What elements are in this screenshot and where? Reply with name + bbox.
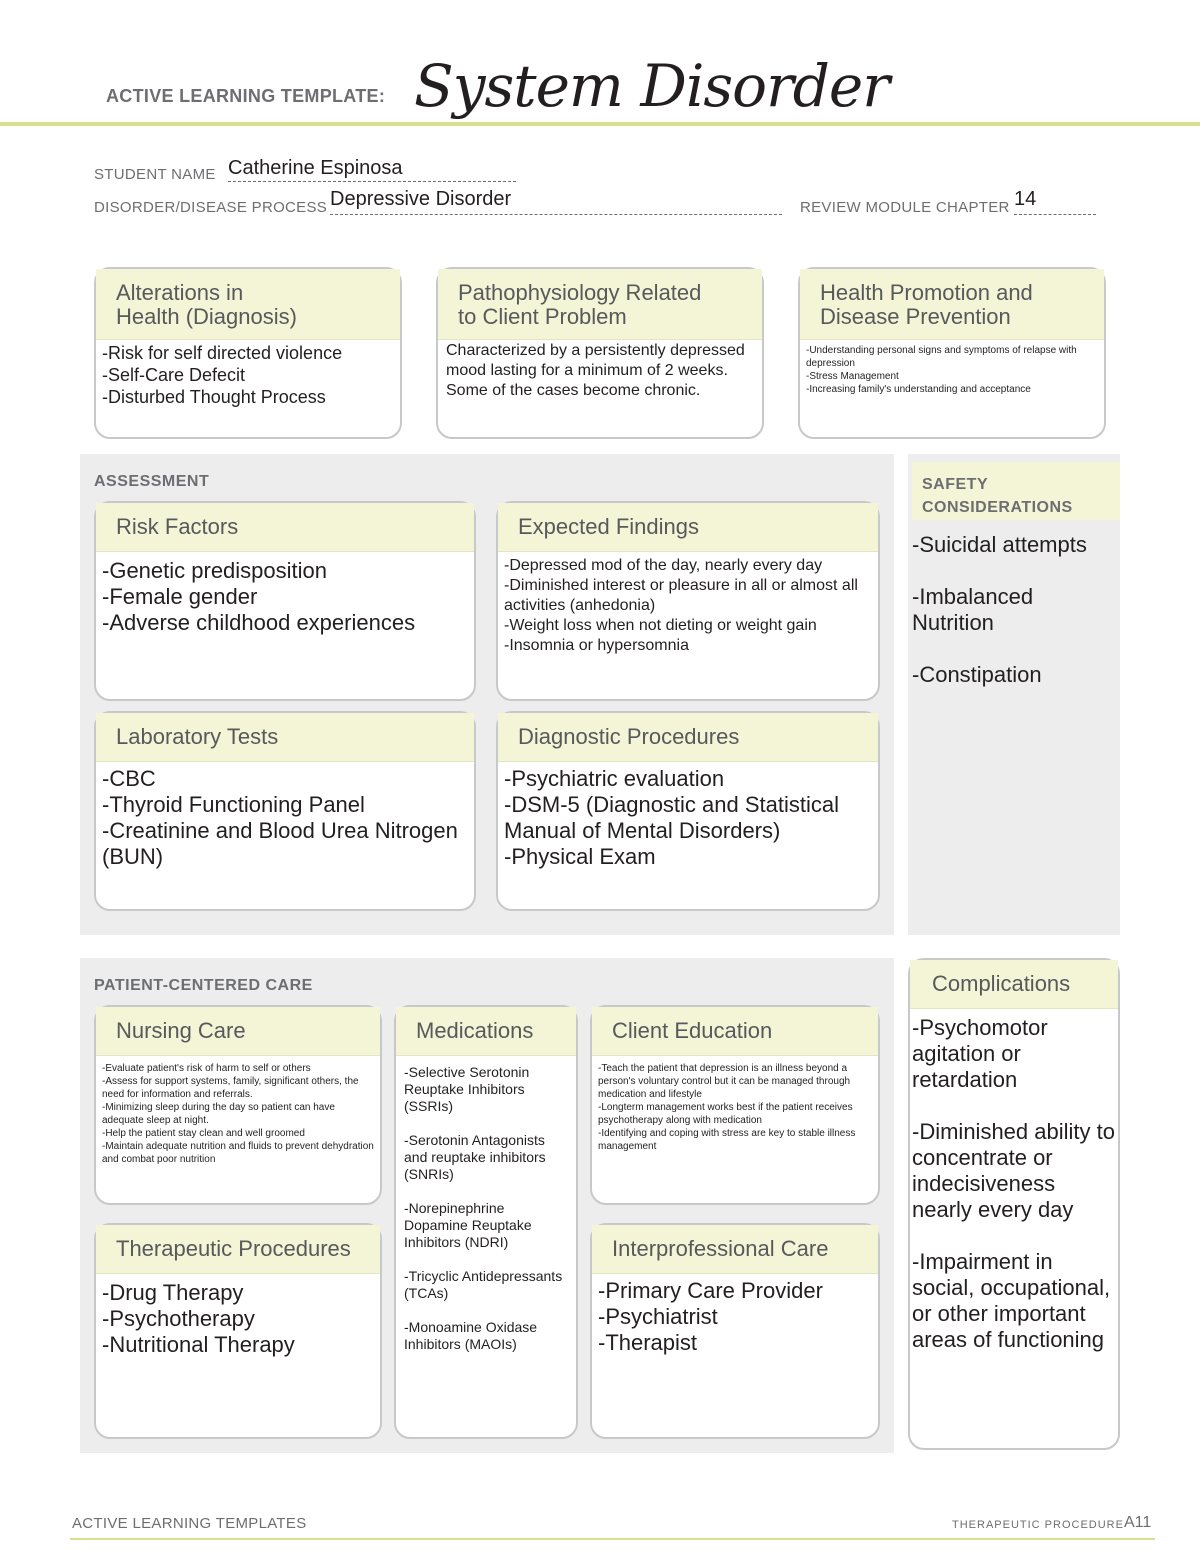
safety-panel [908, 454, 1120, 935]
list-item: -Impairment in social, occupational, or other important areas of functioning [912, 1249, 1117, 1352]
therapeutic-procedures-list [96, 1274, 380, 1362]
list-item: -Increasing family's understanding and acceptance [806, 384, 1031, 395]
interprofessional-care-list [592, 1274, 878, 1360]
list-item: -Help the patient stay clean and well groomed [102, 1128, 305, 1139]
list-item: -Serotonin Antagonists and reuptake inhibitors (SNRIs) [404, 1132, 550, 1182]
laboratory-tests-title: Laboratory Tests [96, 713, 474, 762]
template-label: ACTIVE LEARNING TEMPLATE: [106, 86, 386, 106]
list-item: -Thyroid Functioning Panel [102, 792, 365, 817]
list-item: -Psychiatric evaluation [504, 766, 725, 791]
list-item: -Psychiatrist [598, 1304, 718, 1329]
list-item: -Drug Therapy [102, 1280, 244, 1305]
list-item: -CBC [102, 766, 156, 791]
list-item: -Weight loss when not dieting or weight gain [504, 617, 817, 634]
disorder-field[interactable]: Depressive Disorder [330, 188, 782, 215]
list-item: -Maintain adequate nutrition and fluids to prevent dehydration and combat poor nutrition [102, 1141, 377, 1165]
health-promotion-list [800, 340, 1104, 400]
footer-section: THERAPEUTIC PROCEDURE [952, 1519, 1124, 1531]
list-item: -Constipation [912, 662, 1042, 687]
student-name-label: STUDENT NAME [94, 166, 216, 183]
assessment-section-title: ASSESSMENT [94, 473, 210, 490]
list-item: -Teach the patient that depression is an illness beyond a person's voluntary control but it can be managed through medication and lifestyle [598, 1063, 853, 1100]
list-item: -Physical Exam [504, 844, 656, 869]
list-item: -Understanding personal signs and symptoms of relapse with depression [806, 345, 1080, 369]
laboratory-tests-list [96, 762, 474, 874]
laboratory-tests-box [94, 711, 476, 911]
risk-factors-list [96, 552, 474, 640]
diagnostic-procedures-list [498, 762, 878, 874]
alterations-title: Alterations in Health (Diagnosis) [96, 269, 400, 340]
therapeutic-procedures-title: Therapeutic Procedures [96, 1225, 380, 1274]
diagnostic-procedures-title: Diagnostic Procedures [498, 713, 878, 762]
medications-title: Medications [396, 1007, 576, 1056]
complications-title: Complications [910, 960, 1118, 1009]
page-number: A11 [1124, 1514, 1152, 1531]
list-item: -Creatinine and Blood Urea Nitrogen (BUN) [102, 818, 464, 869]
medications-list [396, 1056, 576, 1361]
interprofessional-care-box [590, 1223, 880, 1439]
alterations-box [94, 267, 402, 439]
list-item: -Tricyclic Antidepressants (TCAs) [404, 1268, 567, 1301]
list-item: -Suicidal attempts [912, 532, 1087, 557]
list-item: -Disturbed Thought Process [102, 387, 326, 407]
list-item: -Stress Management [806, 371, 899, 382]
list-item: -Psychotherapy [102, 1306, 255, 1331]
client-education-title: Client Education [592, 1007, 878, 1056]
pathophysiology-box [436, 267, 764, 439]
list-item: -Psychomotor agitation or retardation [912, 1015, 1054, 1092]
list-item: -Norepinephrine Dopamine Reuptake Inhibitors (NDRI) [404, 1200, 536, 1250]
list-item: -Risk for self directed violence [102, 343, 343, 363]
template-title: System Disorder [414, 52, 889, 120]
disorder-label: DISORDER/DISEASE PROCESS [94, 199, 328, 216]
complications-box [908, 958, 1120, 1450]
expected-findings-box [496, 501, 880, 701]
health-promotion-title: Health Promotion and Disease Prevention [800, 269, 1104, 340]
risk-factors-box [94, 501, 476, 701]
nursing-care-list [96, 1056, 380, 1170]
list-item: -Self-Care Defecit [102, 365, 246, 385]
risk-factors-title: Risk Factors [96, 503, 474, 552]
interprofessional-care-title: Interprofessional Care [592, 1225, 878, 1274]
list-item: -Selective Serotonin Reuptake Inhibitors (SSRIs) [404, 1064, 534, 1114]
list-item: -DSM-5 (Diagnostic and Statistical Manual of Mental Disorders) [504, 792, 846, 843]
student-name-field[interactable]: Catherine Espinosa [228, 157, 516, 182]
pathophysiology-title: Pathophysiology Related to Client Problem [438, 269, 762, 340]
list-item: -Evaluate patient's risk of harm to self or others [102, 1063, 311, 1074]
header-divider [0, 122, 1200, 126]
footer-left: ACTIVE LEARNING TEMPLATES [72, 1515, 307, 1532]
list-item: -Diminished ability to concentrate or indecisiveness nearly every day [912, 1119, 1122, 1222]
chapter-label: REVIEW MODULE CHAPTER [800, 199, 1010, 216]
list-item: -Assess for support systems, family, significant others, the need for information and referrals. [102, 1076, 362, 1100]
nursing-care-title: Nursing Care [96, 1007, 380, 1056]
list-item: -Depressed mod of the day, nearly every day [504, 557, 823, 574]
list-item: -Insomnia or hypersomnia [504, 637, 689, 654]
therapeutic-procedures-box [94, 1223, 382, 1439]
list-item: -Identifying and coping with stress are key to stable illness management [598, 1128, 859, 1152]
patient-care-section-title: PATIENT-CENTERED CARE [94, 977, 313, 994]
list-item: -Adverse childhood experiences [102, 610, 416, 635]
diagnostic-procedures-box [496, 711, 880, 911]
list-item: -Longterm management works best if the patient receives psychotherapy along with medication [598, 1102, 856, 1126]
safety-list [912, 532, 1116, 688]
safety-title: SAFETY CONSIDERATIONS [922, 476, 1073, 516]
list-item: -Primary Care Provider [598, 1278, 823, 1303]
health-promotion-box [798, 267, 1106, 439]
list-item: -Therapist [598, 1330, 698, 1355]
expected-findings-list [498, 552, 878, 660]
client-education-box [590, 1005, 880, 1205]
complications-list [910, 1009, 1122, 1357]
pathophysiology-text: Characterized by a persistently depressed mood lasting for a minimum of 2 weeks. Some of the cases become chronic. [446, 342, 745, 399]
client-education-list [592, 1056, 878, 1157]
list-item: -Imbalanced Nutrition [912, 584, 1034, 635]
chapter-field[interactable]: 14 [1014, 188, 1096, 215]
list-item: -Nutritional Therapy [102, 1332, 295, 1357]
nursing-care-box [94, 1005, 382, 1205]
alterations-list [96, 340, 400, 412]
list-item: -Monoamine Oxidase Inhibitors (MAOIs) [404, 1319, 541, 1352]
list-item: -Genetic predisposition [102, 558, 328, 583]
list-item: -Minimizing sleep during the day so patient can have adequate sleep at night. [102, 1102, 338, 1126]
list-item: -Diminished interest or pleasure in all or almost all activities (anhedonia) [504, 577, 863, 614]
footer-divider [70, 1538, 1155, 1540]
list-item: -Female gender [102, 584, 258, 609]
medications-box [394, 1005, 578, 1439]
expected-findings-title: Expected Findings [498, 503, 878, 552]
